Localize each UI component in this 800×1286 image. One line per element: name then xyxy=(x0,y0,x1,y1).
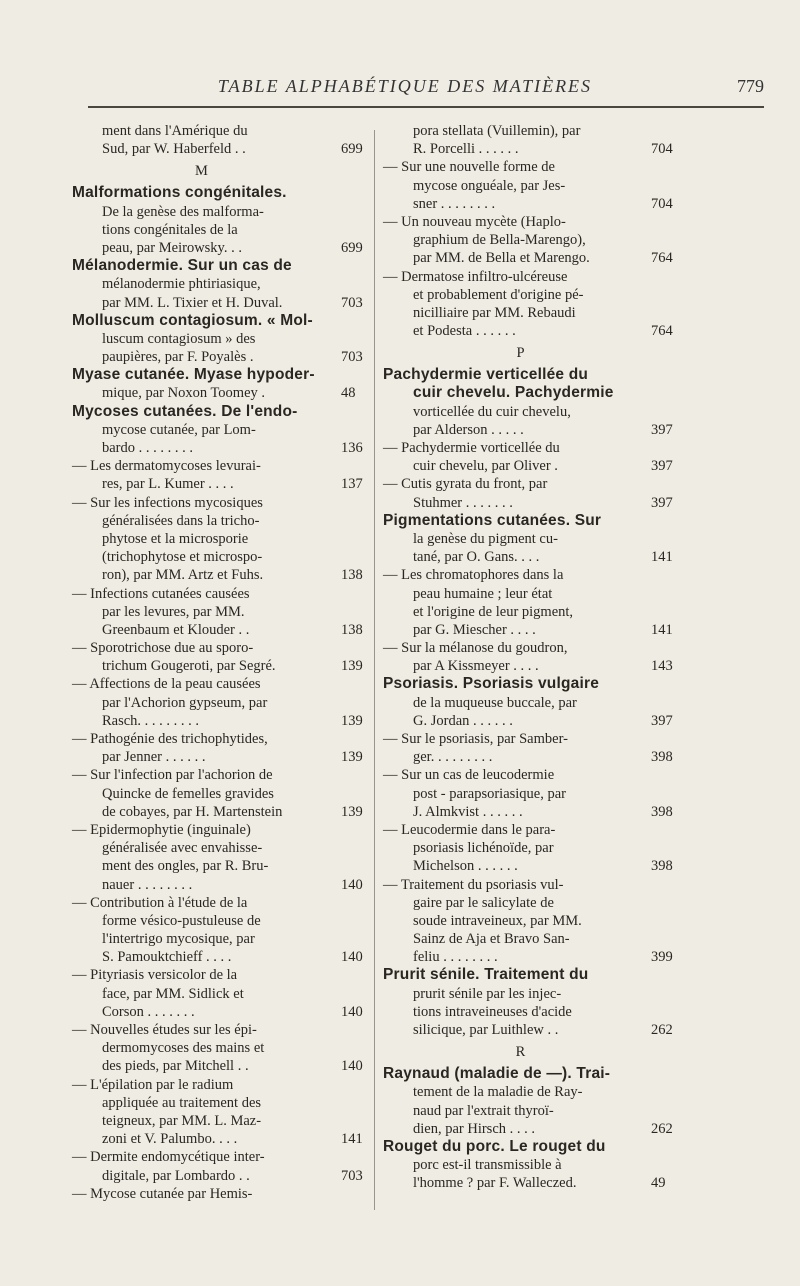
index-heading-line xyxy=(72,257,356,275)
entry-text: — Sur une nouvelle forme de xyxy=(383,159,555,176)
entry-text: — L'épilation par le radium xyxy=(72,1076,234,1093)
entry-text: J. Almkvist . . . . . . xyxy=(413,803,523,820)
index-entry-line xyxy=(383,821,673,839)
index-entry-line xyxy=(383,158,673,176)
index-entry-line xyxy=(383,712,673,730)
index-entry-line xyxy=(383,1156,673,1174)
index-entry-line xyxy=(72,839,356,857)
entry-text: — Nouvelles études sur les épi- xyxy=(72,1022,257,1038)
index-entry-line xyxy=(72,221,356,239)
entry-text: luscum contagiosum » des xyxy=(102,330,256,347)
index-entry-line xyxy=(72,785,356,803)
entry-text: dien, par Hirsch . . . . xyxy=(413,1120,536,1137)
entry-page-number: 397 xyxy=(651,421,673,438)
entry-text: ron), par MM. Artz et Fuhs. xyxy=(102,567,264,584)
entry-text: Greenbaum et Klouder . . xyxy=(102,621,250,638)
index-entry-line xyxy=(72,1076,356,1094)
entry-text: Pigmentations cutanées. Sur xyxy=(383,511,602,529)
entry-text: res, par L. Kumer . . . . xyxy=(102,476,234,493)
index-entry-line xyxy=(72,512,356,530)
index-entry-line xyxy=(72,948,363,966)
index-entry-line xyxy=(383,213,673,231)
index-entry-line xyxy=(383,475,673,493)
entry-text: trichum Gougeroti, par Segré. xyxy=(102,658,276,675)
index-entry-line xyxy=(383,876,673,894)
entry-text: Mycoses cutanées. De l'endo- xyxy=(72,402,298,420)
entry-text: et l'origine de leur pigment, xyxy=(413,603,574,620)
entry-text: de cobayes, par H. Martenstein xyxy=(102,803,283,820)
index-entry-line xyxy=(72,912,356,930)
index-entry-line xyxy=(383,548,673,566)
entry-text: et Podesta . . . . . . xyxy=(413,323,516,340)
index-entry-line xyxy=(383,730,673,748)
entry-page-number: 139 xyxy=(341,749,363,766)
entry-page-number: 398 xyxy=(651,858,673,875)
entry-page-number: 397 xyxy=(651,494,673,511)
entry-text: — Traitement du psoriasis vul- xyxy=(383,876,564,893)
entry-text: par A Kissmeyer . . . . xyxy=(413,658,539,675)
entry-text: Pachydermie verticellée du xyxy=(383,366,589,384)
index-entry-line xyxy=(383,785,673,803)
entry-page-number: 764 xyxy=(651,323,673,340)
entry-text: — Contribution à l'étude de la xyxy=(72,894,248,911)
entry-text: par Alderson . . . . . xyxy=(413,421,524,438)
entry-page-number: 703 xyxy=(341,294,363,311)
entry-text: et probablement d'origine pé- xyxy=(413,286,584,303)
index-entry-line xyxy=(72,603,356,621)
entry-page-number: 699 xyxy=(341,141,363,158)
index-entry-line xyxy=(383,195,673,213)
index-entry-line xyxy=(383,439,673,457)
index-entry-line xyxy=(383,585,673,603)
running-title: TABLE ALPHABÉTIQUE DES MATIÈRES xyxy=(217,76,593,96)
entry-text: l'intertrigo mycosique, par xyxy=(102,931,255,948)
entry-page-number: 141 xyxy=(651,621,673,638)
entry-text: post - parapsoriasique, par xyxy=(413,785,567,802)
entry-text: Rouget du porc. Le rouget du xyxy=(383,1137,606,1155)
entry-text: Sud, par W. Haberfeld . . xyxy=(102,141,246,158)
entry-text: — Sur un cas de leucodermie xyxy=(383,767,555,784)
index-entry-line xyxy=(383,803,673,821)
entry-page-number: 704 xyxy=(651,195,673,212)
index-entry-line xyxy=(72,548,356,566)
entry-text: ment des ongles, par R. Bru- xyxy=(102,858,269,875)
index-entry-line xyxy=(72,730,356,748)
entry-text: cuir chevelu, par Oliver . xyxy=(413,458,558,475)
index-entry-line xyxy=(72,675,356,693)
entry-page-number: 139 xyxy=(341,658,363,675)
entry-page-number: 764 xyxy=(651,250,673,267)
entry-text: — Sur la mélanose du goudron, xyxy=(383,640,568,657)
entry-text: digitale, par Lombardo . . xyxy=(102,1167,250,1184)
index-entry-line xyxy=(72,1130,363,1148)
index-entry-line xyxy=(383,766,673,784)
index-entry-line xyxy=(72,239,363,257)
entry-text: tement de la maladie de Ray- xyxy=(413,1084,583,1101)
index-entry-line xyxy=(72,1185,356,1203)
index-entry-line xyxy=(383,122,673,140)
entry-text: R. Porcelli . . . . . . xyxy=(413,141,519,158)
entry-page-number: 699 xyxy=(341,239,363,256)
entry-text: vorticellée du cuir chevelu, xyxy=(413,403,571,420)
index-entry-line xyxy=(383,530,673,548)
index-entry-line xyxy=(383,566,673,584)
entry-text: peau humaine ; leur état xyxy=(413,585,553,602)
index-entry-line xyxy=(383,1120,673,1138)
index-entry-line xyxy=(72,566,363,584)
index-entry-line xyxy=(383,322,673,340)
entry-page-number: 140 xyxy=(341,876,363,893)
entry-page-number: 139 xyxy=(341,803,363,820)
entry-text: De la genèse des malforma- xyxy=(102,203,264,220)
section-letter: M xyxy=(195,163,209,180)
entry-text: silicique, par Luithlew . . xyxy=(413,1022,559,1038)
index-entry-line xyxy=(383,1003,673,1021)
index-entry-line xyxy=(72,1112,356,1130)
index-entry-line xyxy=(383,1021,673,1039)
entry-text: Psoriasis. Psoriasis vulgaire xyxy=(383,675,600,693)
entry-text: — Sur les infections mycosiques xyxy=(72,494,263,511)
entry-page-number: 703 xyxy=(341,349,363,366)
index-entry-line xyxy=(72,1057,363,1075)
entry-text: feliu . . . . . . . . xyxy=(413,949,498,966)
entry-text: nicilliaire par MM. Rebaudi xyxy=(413,304,576,321)
entry-text: tions congénitales de la xyxy=(102,221,238,238)
entry-text: sner . . . . . . . . xyxy=(413,195,496,212)
index-entry-line xyxy=(383,930,673,948)
entry-page-number: 139 xyxy=(341,712,363,729)
index-entry-line xyxy=(72,122,356,140)
entry-text: l'homme ? par F. Walleczed. xyxy=(413,1175,577,1192)
index-entry-line xyxy=(72,1094,356,1112)
entry-text: — Les chromatophores dans la xyxy=(383,567,564,584)
index-heading-line xyxy=(383,366,673,384)
right-column xyxy=(383,122,673,1193)
entry-text: — Infections cutanées causées xyxy=(72,585,250,602)
index-entry-line xyxy=(72,457,356,475)
index-entry-line xyxy=(383,231,673,249)
entry-page-number: 399 xyxy=(651,949,673,966)
index-heading-line xyxy=(72,403,356,421)
entry-text: Rasch. . . . . . . . . xyxy=(102,712,200,729)
index-entry-line xyxy=(383,286,673,304)
entry-text: Malformations congénitales. xyxy=(72,184,287,202)
section-letter: R xyxy=(515,1044,527,1061)
entry-text: tions intraveineuses d'acide xyxy=(413,1003,572,1020)
index-entry-line xyxy=(383,177,673,195)
index-entry-line xyxy=(72,275,356,293)
index-heading-line xyxy=(383,512,673,530)
index-entry-line xyxy=(72,966,356,984)
entry-text: S. Pamouktchieff . . . . xyxy=(102,949,232,966)
index-heading-line xyxy=(72,312,356,330)
index-entry-line xyxy=(72,894,356,912)
index-entry-line xyxy=(72,494,356,512)
entry-page-number: 397 xyxy=(651,458,673,475)
index-heading-line xyxy=(72,184,356,202)
index-entry-line xyxy=(72,384,356,402)
entry-text: Corson . . . . . . . xyxy=(102,1003,195,1020)
entry-text: teigneux, par MM. L. Maz- xyxy=(102,1112,262,1129)
entry-text: des pieds, par Mitchell . . xyxy=(102,1058,249,1075)
index-entry-line xyxy=(72,421,356,439)
entry-text: forme vésico-pustuleuse de xyxy=(102,912,261,929)
index-entry-line xyxy=(72,140,363,158)
index-entry-line xyxy=(383,894,673,912)
entry-text: — Epidermophytie (inguinale) xyxy=(72,821,251,838)
index-entry-line xyxy=(72,876,363,894)
entry-text: mycose cutanée, par Lom- xyxy=(102,421,256,438)
index-entry-line xyxy=(383,985,673,1003)
entry-text: Prurit sénile. Traitement du xyxy=(383,966,589,984)
entry-text: porc est-il transmissible à xyxy=(413,1157,562,1174)
entry-text: face, par MM. Sidlick et xyxy=(102,985,244,1002)
index-heading-line xyxy=(72,366,356,384)
column-divider xyxy=(374,130,375,1210)
entry-text: paupières, par F. Poyalès . xyxy=(102,349,254,366)
entry-text: psoriasis lichénoïde, par xyxy=(413,840,554,857)
entry-page-number: 143 xyxy=(651,658,673,675)
left-column xyxy=(72,122,363,1203)
index-entry-line xyxy=(72,439,363,457)
entry-text: généralisées dans la tricho- xyxy=(102,512,260,529)
entry-text: — Pityriasis versicolor de la xyxy=(72,967,238,984)
index-entry-line xyxy=(72,475,363,493)
index-heading-line xyxy=(383,384,673,402)
index-entry-line xyxy=(72,621,363,639)
index-entry-line xyxy=(72,585,356,603)
index-entry-line xyxy=(383,304,673,322)
entry-text: généralisée avec envahisse- xyxy=(102,840,263,857)
entry-text: — Sur le psoriasis, par Samber- xyxy=(383,731,568,747)
index-entry-line xyxy=(72,530,356,548)
entry-text: nauer . . . . . . . . xyxy=(102,876,193,893)
index-entry-line xyxy=(383,494,673,512)
index-entry-line xyxy=(72,1039,356,1057)
entry-text: mélanodermie phtiriasique, xyxy=(102,276,261,293)
index-entry-line xyxy=(383,603,673,621)
entry-page-number: 48 xyxy=(341,385,356,402)
entry-text: — Dermite endomycétique inter- xyxy=(72,1149,265,1166)
entry-text: par Jenner . . . . . . xyxy=(102,749,206,766)
entry-text: par G. Miescher . . . . xyxy=(413,621,536,638)
index-entry-line xyxy=(383,1102,673,1120)
entry-page-number: 141 xyxy=(651,549,673,566)
index-entry-line xyxy=(72,657,363,675)
entry-text: soude intraveineux, par MM. xyxy=(413,912,582,929)
entry-page-number: 141 xyxy=(341,1131,363,1148)
entry-page-number: 137 xyxy=(341,476,363,493)
index-entry-line xyxy=(72,1003,363,1021)
entry-text: Quincke de femelles gravides xyxy=(102,785,274,802)
section-letter: P xyxy=(516,345,526,362)
entry-text: de la muqueuse buccale, par xyxy=(413,694,577,711)
entry-text: — Pathogénie des trichophytides, xyxy=(72,731,268,747)
entry-text: Stuhmer . . . . . . . xyxy=(413,494,513,511)
index-entry-line xyxy=(72,712,363,730)
index-entry-line xyxy=(72,639,356,657)
entry-text: Michelson . . . . . . xyxy=(413,858,518,875)
index-entry-line xyxy=(383,140,673,158)
index-entry-line xyxy=(383,457,673,475)
index-heading-line xyxy=(383,1065,673,1083)
entry-text: cuir chevelu. Pachydermie xyxy=(413,384,614,402)
entry-text: par les levures, par MM. xyxy=(102,603,245,620)
index-entry-line xyxy=(72,330,356,348)
index-entry-line xyxy=(72,1148,356,1166)
entry-text: la genèse du pigment cu- xyxy=(413,530,558,547)
entry-text: naud par l'extrait thyroï- xyxy=(413,1102,554,1119)
entry-text: Mélanodermie. Sur un cas de xyxy=(72,257,292,275)
entry-text: phytose et la microsporie xyxy=(102,530,249,547)
entry-text: — Dermatose infiltro-ulcéreuse xyxy=(383,268,568,285)
entry-page-number: 398 xyxy=(651,803,673,820)
index-entry-line xyxy=(383,1083,673,1101)
entry-text: Myase cutanée. Myase hypoder- xyxy=(72,366,315,384)
index-entry-line xyxy=(72,1021,356,1039)
index-entry-line xyxy=(383,748,673,766)
index-entry-line xyxy=(72,748,363,766)
entry-page-number: 140 xyxy=(341,1003,363,1020)
entry-text: par l'Achorion gypseum, par xyxy=(102,694,268,711)
entry-text: peau, par Meirowsky. . . xyxy=(102,239,242,256)
entry-page-number: 138 xyxy=(341,621,363,638)
entry-page-number: 140 xyxy=(341,949,363,966)
entry-text: par MM. L. Tixier et H. Duval. xyxy=(102,294,283,311)
index-entry-line xyxy=(383,1174,673,1192)
index-entry-line xyxy=(383,657,673,675)
entry-page-number: 138 xyxy=(341,567,363,584)
page-header xyxy=(80,76,770,100)
entry-text: — Pachydermie vorticellée du xyxy=(383,440,560,456)
index-entry-line xyxy=(72,1167,363,1185)
entry-text: Molluscum contagiosum. « Mol- xyxy=(72,311,313,329)
entry-text: dermomycoses des mains et xyxy=(102,1040,265,1057)
index-entry-line xyxy=(383,639,673,657)
entry-text: mique, par Noxon Toomey . xyxy=(102,385,266,402)
entry-text: par MM. de Bella et Marengo. xyxy=(413,250,590,267)
entry-text: — Cutis gyrata du front, par xyxy=(383,476,548,493)
index-entry-line xyxy=(72,294,363,312)
index-entry-line xyxy=(383,421,673,439)
index-entry-line xyxy=(383,621,673,639)
entry-text: (trichophytose et microspo- xyxy=(102,549,263,566)
entry-text: Sainz de Aja et Bravo San- xyxy=(413,931,570,948)
index-entry-line xyxy=(72,694,356,712)
entry-text: — Sporotrichose due au sporo- xyxy=(72,640,254,657)
entry-text: ment dans l'Amérique du xyxy=(102,123,248,139)
entry-page-number: 397 xyxy=(651,712,673,729)
index-entry-line xyxy=(72,803,363,821)
entry-text: ger. . . . . . . . . xyxy=(413,749,493,766)
entry-text: bardo . . . . . . . . xyxy=(102,440,194,456)
entry-page-number: 136 xyxy=(341,440,363,456)
entry-text: — Leucodermie dans le para- xyxy=(383,821,556,838)
index-entry-line xyxy=(72,985,356,1003)
entry-text: mycose onguéale, par Jes- xyxy=(413,177,566,194)
index-entry-line xyxy=(383,948,673,966)
header-rule xyxy=(88,106,764,108)
index-entry-line xyxy=(72,857,356,875)
index-entry-line xyxy=(72,203,356,221)
entry-text: — Un nouveau mycète (Haplo- xyxy=(383,213,566,230)
index-entry-line xyxy=(383,403,673,421)
index-entry-line xyxy=(383,268,673,286)
entry-page-number: 49 xyxy=(651,1175,666,1192)
entry-page-number: 262 xyxy=(651,1022,673,1038)
entry-text: appliquée au traitement des xyxy=(102,1094,262,1111)
entry-text: — Sur l'infection par l'achorion de xyxy=(72,767,273,784)
entry-text: pora stellata (Vuillemin), par xyxy=(413,123,581,139)
page-number: 779 xyxy=(737,76,764,96)
index-entry-line xyxy=(383,839,673,857)
entry-page-number: 398 xyxy=(651,749,673,766)
index-entry-line xyxy=(383,249,673,267)
entry-page-number: 140 xyxy=(341,1058,363,1075)
entry-text: tané, par O. Gans. . . . xyxy=(413,549,540,566)
index-heading-line xyxy=(383,675,673,693)
index-entry-line xyxy=(383,857,673,875)
index-heading-line xyxy=(383,966,673,984)
entry-text: prurit sénile par les injec- xyxy=(413,985,562,1002)
entry-text: gaire par le salicylate de xyxy=(413,894,554,911)
index-entry-line xyxy=(72,766,356,784)
entry-text: Raynaud (maladie de —). Trai- xyxy=(383,1065,611,1083)
index-entry-line xyxy=(72,930,356,948)
index-heading-line xyxy=(383,1138,673,1156)
entry-text: graphium de Bella-Marengo), xyxy=(413,232,586,249)
entry-page-number: 262 xyxy=(651,1120,673,1137)
entry-page-number: 704 xyxy=(651,141,673,158)
index-entry-line xyxy=(383,912,673,930)
entry-text: — Affections de la peau causées xyxy=(72,676,261,693)
entry-page-number: 703 xyxy=(341,1167,363,1184)
entry-text: zoni et V. Palumbo. . . . xyxy=(102,1131,238,1148)
index-entry-line xyxy=(72,348,363,366)
index-entry-line xyxy=(72,821,356,839)
entry-text: — Mycose cutanée par Hemis- xyxy=(72,1185,253,1202)
entry-text: G. Jordan . . . . . . xyxy=(413,712,513,729)
entry-text: — Les dermatomycoses levurai- xyxy=(72,458,261,475)
index-entry-line xyxy=(383,694,673,712)
